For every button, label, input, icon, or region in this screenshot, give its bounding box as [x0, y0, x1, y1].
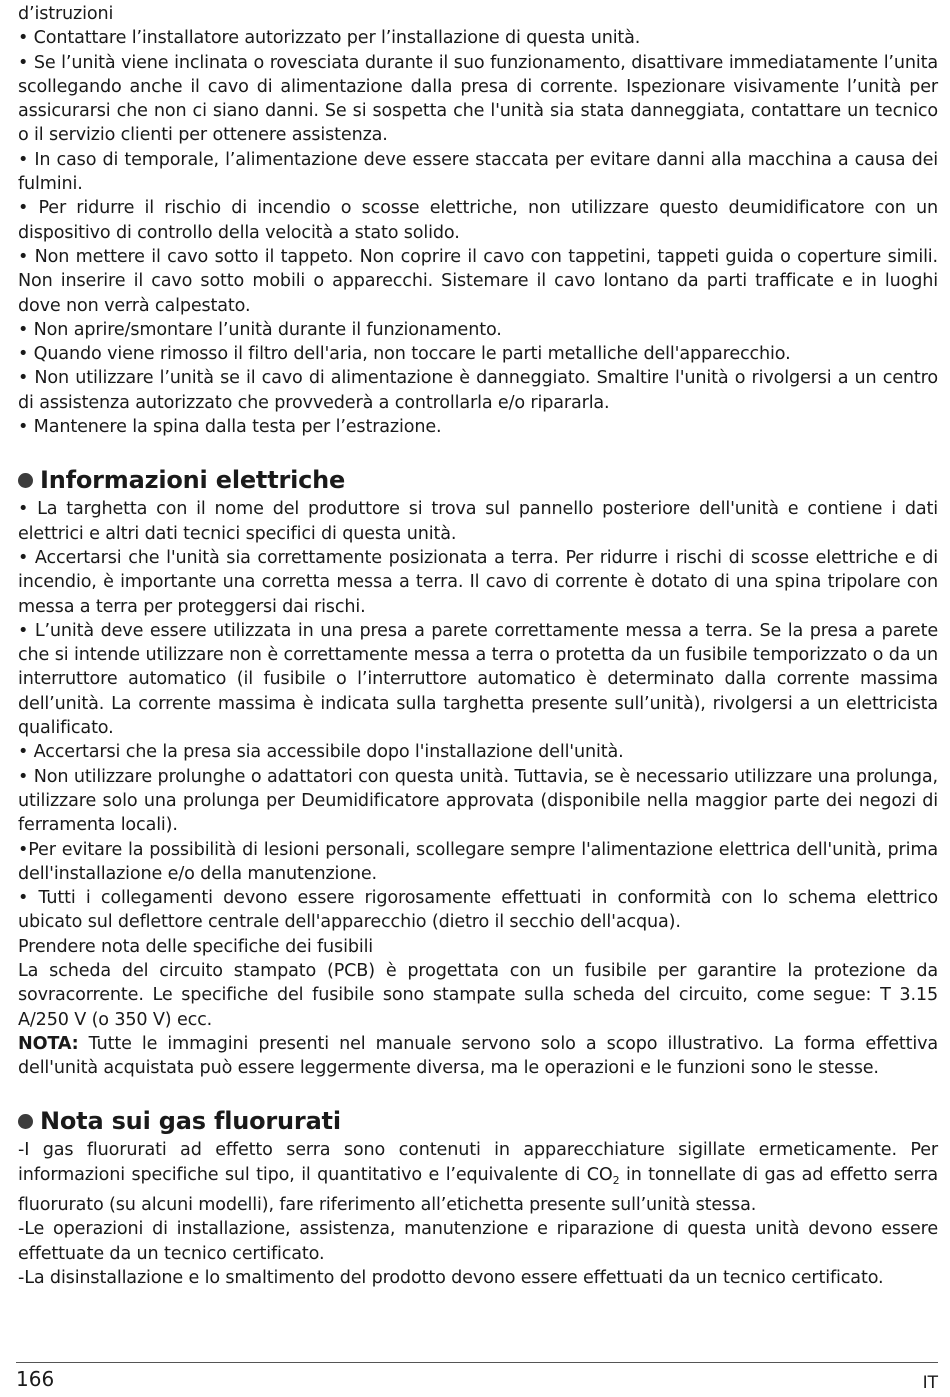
electrical-paragraph: • Non utilizzare prolunghe o adattatori con questa unità. Tuttavia, se è necessario utilizzare una prolunga, utilizzare solo una prolunga per Deumidificatore approvata (disponibile nella maggior parte dei negozi di ferramenta locali). — [18, 766, 938, 836]
nota-text: Tutte le immagini presenti nel manuale servono solo a scopo illustrativo. La forma effettiva dell'unità acquistata può essere leggermente diversa, ma le operazioni e le funzioni sono le stesse. — [18, 1033, 938, 1079]
intro-paragraph: • Per ridurre il rischio di incendio o scosse elettriche, non utilizzare questo deumidificatore con un dispositivo di controllo della velocità a stato solido. — [18, 198, 938, 243]
electrical-paragraph: La scheda del circuito stampato (PCB) è progettata con un fusibile per garantire la protezione da sovracorrente. Le specifiche del fusibile sono stampate sulla scheda del circuito, come segue: T 3.15 A/250 V (o 350 V) ecc. — [18, 960, 938, 1030]
electrical-paragraph: • Tutti i collegamenti devono essere rigorosamente effettuati in conformità con lo schema elettrico ubicato sul deflettore centrale dell'apparecchio (dietro il secchio dell'acqua). — [18, 888, 938, 933]
bullet-dot-icon — [18, 1114, 33, 1129]
section-heading-fgas — [18, 1104, 938, 1138]
bullet-dot-icon — [18, 473, 33, 488]
electrical-paragraph: • L’unità deve essere utilizzata in una presa a parete correttamente messa a terra. Se la presa a parete che si intende utilizzare non è correttamente messa a terra o protetta da un fusibile temporizzato o da un interruttore automatico (il fusibile o l’interruttore automatico è determinato dalla corrente massima dell’unità. La corrente massima è indicata sulla targhetta presente sull’unità), rivolgersi a un elettricista qualificato. — [18, 620, 938, 739]
section-title: Nota sui gas fluorurati — [40, 1107, 341, 1136]
intro-paragraph: • Non aprire/smontare l’unità durante il funzionamento. — [18, 319, 502, 340]
page-number: 166 — [16, 1367, 55, 1391]
electrical-paragraph: • Accertarsi che la presa sia accessibile dopo l'installazione dell'unità. — [18, 742, 624, 763]
electrical-paragraph: Prendere nota delle specifiche dei fusibili — [18, 936, 374, 957]
nota-paragraph — [18, 1032, 938, 1081]
intro-paragraph: • Non utilizzare l’unità se il cavo di alimentazione è danneggiato. Smaltire l'unità o rivolgersi a un centro di assistenza autorizzato che provvederà a controllarla e/o ripararla. — [18, 368, 938, 413]
fgas-text: in tonnellate di gas ad effetto serra fluorurato (su alcuni modelli), fare riferimento all’etichetta presente sull’unità stessa. — [18, 1164, 938, 1216]
electrical-paragraph: • La targhetta con il nome del produttore si trova sul pannello posteriore dell'unità e contiene i dati elettrici e altri dati tecnici specifici di questa unità. — [18, 499, 938, 544]
intro-paragraph: d’istruzioni — [18, 4, 114, 24]
intro-paragraph: • In caso di temporale, l’alimentazione deve essere staccata per evitare danni alla macchina a causa dei fulmini. — [18, 149, 938, 195]
section-title: Informazioni elettriche — [40, 466, 346, 495]
fgas-paragraph: -La disinstallazione e lo smaltimento del prodotto devono essere effettuati da un tecnico certificato. — [18, 1267, 884, 1288]
intro-paragraph: • Quando viene rimosso il filtro dell'aria, non toccare le parti metalliche dell'apparecchio. — [18, 344, 791, 365]
intro-paragraph: • Se l’unità viene inclinata o rovesciata durante il suo funzionamento, disattivare immediatamente l’unita scollegando anche il cavo di alimentazione dalla presa di corrente. Ispezionare visivamente l’unità per assicurarsi che non ci siano danni. Se si sospetta che l'unità sia stata danneggiata, contattare un tecnico o il servizio clienti per ottenere assistenza. — [18, 52, 938, 146]
electrical-paragraph: • Accertarsi che l'unità sia correttamente posizionata a terra. Per ridurre i rischi di scosse elettriche e di incendio, è importante una corretta messa a terra. Il cavo di corrente è dotato di una spina tripolare con messa a terra per proteggersi dai rischi. — [18, 547, 938, 617]
co2-subscript: 2 — [612, 1173, 620, 1187]
fgas-text: -I gas fluorurati ad effetto serra sono contenuti in apparecchiature sigillate ermeticamente. Per informazioni specifiche sul tipo, il quantitativo e l’equivalente di CO — [18, 1140, 938, 1185]
fgas-paragraph — [18, 1138, 938, 1217]
section-heading-electrical — [18, 463, 938, 497]
electrical-paragraph: •Per evitare la possibilità di lesioni personali, scollegare sempre l'alimentazione elettrica dell'unità, prima dell'installazione e/o della manutenzione. — [18, 839, 938, 884]
language-code: IT — [922, 1373, 938, 1393]
nota-label: NOTA: — [18, 1033, 79, 1054]
intro-paragraph: • Mantenere la spina dalla testa per l’estrazione. — [18, 417, 442, 438]
document-page — [18, 2, 938, 1290]
fgas-paragraph: -Le operazioni di installazione, assistenza, manutenzione e riparazione di questa unità devono essere effettuate da un tecnico certificato. — [18, 1219, 938, 1264]
intro-paragraph: • Contattare l’installatore autorizzato per l’installazione di questa unità. — [18, 28, 641, 49]
page-footer — [16, 1362, 938, 1393]
intro-paragraph: • Non mettere il cavo sotto il tappeto. Non coprire il cavo con tappetini, tappeti guida o coperture simili. Non inserire il cavo sotto mobili o apparecchi. Sistemare il cavo lontano da parti trafficate e in luoghi dove non verrà calpestato. — [18, 246, 938, 316]
